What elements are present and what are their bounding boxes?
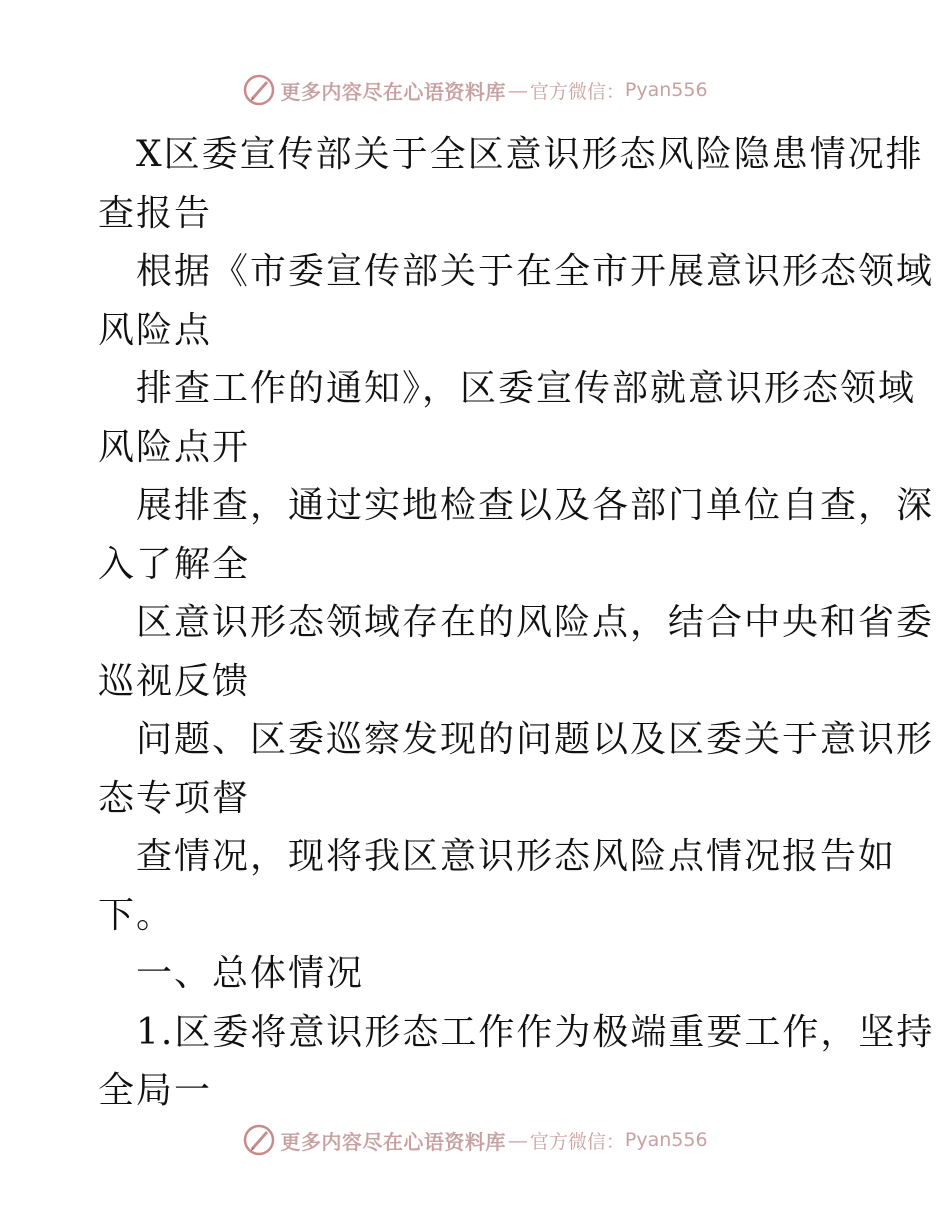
- text-line: 展排查，通过实地检查以及各部门单位自查，深: [136, 485, 935, 526]
- text-line: 查报告: [98, 192, 213, 234]
- text-line: 风险点: [98, 309, 213, 351]
- text-line: 风险点开: [98, 426, 251, 468]
- watermark-label: 官方微信：: [529, 80, 625, 103]
- text-line: 下。: [98, 894, 175, 936]
- watermark-separator: —: [507, 1128, 528, 1152]
- text-line: 排查工作的通知》，区委宣传部就意识形态领域: [136, 368, 917, 409]
- text-line: 入了解全: [98, 543, 251, 585]
- text-line: 问题、区委巡察发现的问题以及区委关于意识形: [136, 719, 935, 760]
- watermark-separator: —: [507, 78, 528, 102]
- quill-logo-icon: [242, 73, 276, 107]
- watermark-text: 更多内容尽在心语资料库: [280, 79, 506, 104]
- watermark-id: Pyan556: [624, 1129, 708, 1151]
- watermark-text: 更多内容尽在心语资料库: [280, 1129, 506, 1154]
- text-line: 全局一: [98, 1070, 213, 1111]
- text-line: 区意识形态领域存在的风险点，结合中央和省委: [136, 602, 935, 643]
- header-watermark: [0, 70, 950, 110]
- watermark-label: 官方微信：: [529, 1130, 625, 1153]
- text-line: 巡视反馈: [98, 660, 251, 702]
- quill-logo-icon: [242, 1123, 276, 1157]
- text-line: X区委宣传部关于全区意识形态风险隐患情况排: [136, 134, 924, 175]
- document-body: [98, 126, 935, 1121]
- text-line: 一、总体情况: [136, 953, 365, 994]
- text-line: 态专项督: [98, 777, 251, 819]
- footer-watermark: [0, 1120, 950, 1160]
- text-line: 查情况，现将我区意识形态风险点情况报告如: [136, 836, 897, 877]
- text-line: 根据《市委宣传部关于在全市开展意识形态领域: [136, 251, 935, 292]
- watermark-id: Pyan556: [624, 79, 708, 101]
- text-line: 1.区委将意识形态工作作为极端重要工作，坚持: [136, 1011, 935, 1053]
